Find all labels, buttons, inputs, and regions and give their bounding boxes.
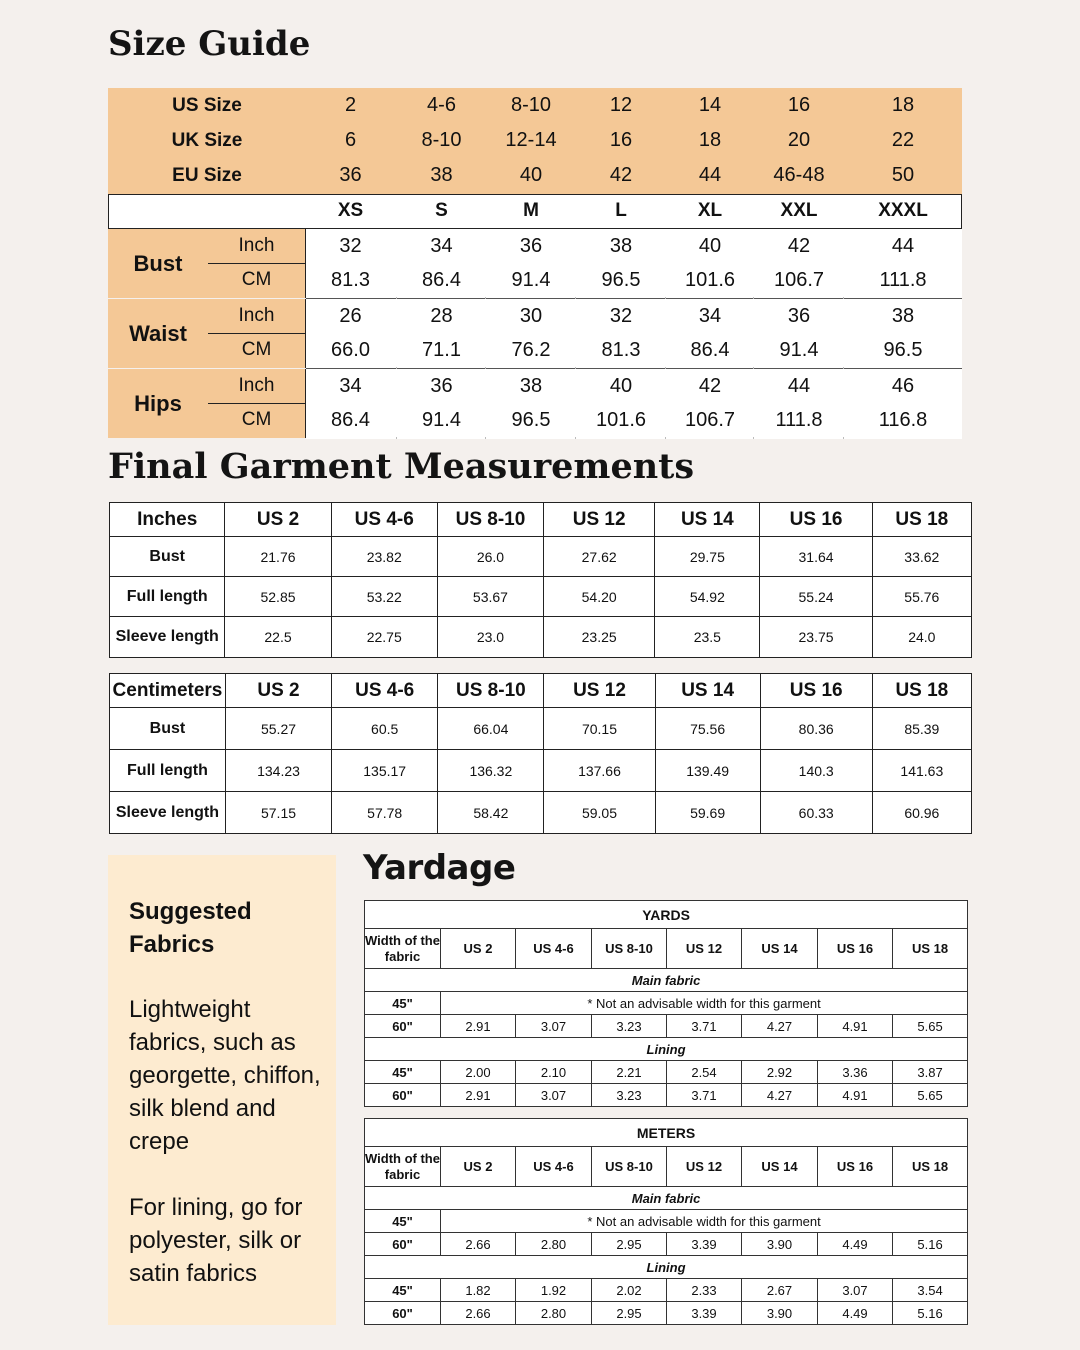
column-tick [843, 437, 844, 439]
size-value: 14 [698, 94, 722, 116]
letter-size: XS [337, 200, 364, 221]
size-header: US 18 [872, 674, 971, 708]
yardage-value: 3.87 [893, 1061, 968, 1084]
size-header: US 14 [655, 674, 760, 708]
unit-cm-label: CM [241, 339, 272, 360]
size-value: 36 [339, 164, 362, 186]
size-value: 6 [344, 129, 357, 151]
measurement-value: 23.25 [544, 617, 655, 658]
cm-value: 81.3 [331, 269, 370, 291]
measurement-value: 58.42 [438, 792, 544, 834]
yardage-meters-table [364, 1118, 968, 1325]
header-row [110, 503, 972, 537]
table-row [110, 617, 972, 658]
yardage-value: 2.95 [592, 1302, 667, 1325]
inch-value: 30 [519, 305, 543, 327]
inch-value: 40 [609, 375, 633, 397]
row-label: Bust [110, 708, 226, 750]
size-header: US 8-10 [437, 503, 543, 537]
measurement-value: 23.0 [437, 617, 543, 658]
measurement-value: 53.67 [437, 577, 543, 617]
final-garment-title: Final Garment Measurements [108, 446, 695, 487]
yardage-value: 3.54 [893, 1279, 968, 1302]
cm-value: 66.0 [331, 339, 370, 361]
value-row [365, 1015, 968, 1038]
cm-value: 71.1 [422, 339, 461, 361]
cm-value: 111.8 [775, 409, 823, 431]
final-garment-centimeters-table [109, 673, 972, 834]
size-header: US 2 [441, 1147, 516, 1187]
fabric-width: 60" [365, 1233, 441, 1256]
table-row [110, 792, 972, 834]
unit-header: Inches [110, 503, 225, 537]
yardage-value: 2.92 [742, 1061, 818, 1084]
yardage-value: 2.91 [441, 1015, 516, 1038]
measurement-value: 22.75 [331, 617, 437, 658]
section-row [365, 1256, 968, 1279]
yardage-value: 3.39 [667, 1302, 742, 1325]
width-label: Width of the fabric [365, 929, 441, 969]
size-value: 46-48 [773, 164, 825, 186]
measurement-value: 59.05 [544, 792, 655, 834]
size-header: US 18 [872, 503, 971, 537]
measurement-value: 23.5 [655, 617, 760, 658]
column-header-row [365, 929, 968, 969]
yardage-value: 3.07 [818, 1279, 893, 1302]
column-tick [665, 437, 666, 439]
yardage-value: 3.07 [516, 1015, 592, 1038]
inch-value: 38 [891, 305, 915, 327]
measurement-name: Hips [134, 391, 182, 416]
fabric-width: 45" [365, 1061, 441, 1084]
section-row [365, 969, 968, 992]
measurement-value: 54.92 [655, 577, 760, 617]
size-value: 12 [609, 94, 633, 116]
measurement-value: 54.20 [544, 577, 655, 617]
section-label: Lining [365, 1038, 968, 1061]
inch-value: 42 [787, 235, 811, 257]
section-label: Main fabric [365, 1187, 968, 1210]
yardage-value: 3.71 [667, 1015, 742, 1038]
inch-value: 36 [430, 375, 453, 397]
row-label: Sleeve length [110, 792, 226, 834]
measurement-value: 140.3 [760, 750, 872, 792]
measurement-value: 55.24 [760, 577, 872, 617]
size-header: US 16 [818, 1147, 893, 1187]
not-advisable-note: * Not an advisable width for this garment [441, 992, 968, 1015]
column-tick [485, 437, 486, 439]
size-header: US 16 [760, 674, 872, 708]
yardage-value: 3.90 [742, 1233, 818, 1256]
yardage-value: 5.16 [893, 1302, 968, 1325]
measurement-value: 137.66 [544, 750, 655, 792]
size-system-label: US Size [172, 95, 242, 116]
unit-header: Centimeters [110, 674, 226, 708]
measurement-value: 31.64 [760, 537, 872, 577]
row-label: Sleeve length [110, 617, 225, 658]
yardage-value: 3.71 [667, 1084, 742, 1107]
inch-value: 34 [430, 235, 453, 257]
size-value: 16 [609, 129, 633, 151]
cm-value: 81.3 [601, 339, 641, 361]
measurement-value: 59.69 [655, 792, 760, 834]
inch-value: 34 [339, 375, 362, 397]
unit-divider [208, 263, 305, 264]
yardage-value: 2.80 [516, 1302, 592, 1325]
letter-size: S [435, 200, 448, 221]
measurement-value: 135.17 [332, 750, 438, 792]
yardage-value: 2.66 [441, 1302, 516, 1325]
measurement-value: 22.5 [225, 617, 331, 658]
table-row [110, 537, 972, 577]
size-value: 18 [698, 129, 722, 151]
size-value: 4-6 [427, 94, 456, 116]
measurement-value: 136.32 [438, 750, 544, 792]
yardage-title: Yardage [363, 848, 516, 888]
yardage-value: 2.54 [667, 1061, 742, 1084]
inch-value: 44 [787, 375, 811, 397]
section-row [365, 1187, 968, 1210]
yardage-value: 3.23 [592, 1015, 667, 1038]
cm-value: 116.8 [878, 409, 928, 431]
final-garment-inches-table [109, 502, 972, 658]
value-row [365, 1233, 968, 1256]
value-row [365, 1061, 968, 1084]
yardage-value: 2.00 [441, 1061, 516, 1084]
caption-row [365, 1119, 968, 1147]
fabric-width: 45" [365, 1210, 441, 1233]
table-row [110, 708, 972, 750]
inch-value: 32 [339, 235, 362, 257]
measurement-value: 141.63 [872, 750, 971, 792]
letter-size: XXXL [878, 200, 928, 221]
unit-divider [208, 333, 305, 334]
size-header: US 16 [760, 503, 872, 537]
inch-value: 44 [891, 235, 915, 257]
value-row [365, 992, 968, 1015]
size-value: 8-10 [510, 94, 552, 116]
size-value: 12-14 [505, 129, 557, 151]
size-header: US 14 [742, 1147, 818, 1187]
fabric-width: 45" [365, 992, 441, 1015]
measurement-value: 55.76 [872, 577, 971, 617]
size-value: 50 [891, 164, 915, 186]
measurement-value: 23.75 [760, 617, 872, 658]
size-value: 44 [698, 164, 722, 186]
fabric-width: 45" [365, 1279, 441, 1302]
measurement-value: 85.39 [872, 708, 971, 750]
yardage-value: 2.95 [592, 1233, 667, 1256]
letter-size: XXL [780, 200, 818, 221]
yardage-value: 3.36 [818, 1061, 893, 1084]
yardage-value: 3.39 [667, 1233, 742, 1256]
cm-value: 96.5 [511, 409, 551, 431]
letter-size: XL [697, 200, 723, 221]
measurement-value: 66.04 [438, 708, 544, 750]
measurement-value: 57.78 [332, 792, 438, 834]
cm-value: 106.7 [773, 269, 825, 291]
fabrics-main-text: Lightweight fabrics, such as georgette, chiffon, silk blend and crepe [129, 996, 321, 1155]
measurement-value: 60.33 [760, 792, 872, 834]
size-value: 40 [519, 164, 543, 186]
value-row [365, 1084, 968, 1107]
measurement-value: 60.5 [332, 708, 438, 750]
inch-value: 32 [609, 305, 633, 327]
unit-inch-label: Inch [238, 305, 275, 326]
section-label: Lining [365, 1256, 968, 1279]
size-guide-table [108, 88, 962, 439]
value-row [365, 1279, 968, 1302]
inch-value: 42 [698, 375, 722, 397]
size-header: US 12 [544, 503, 655, 537]
yardage-value: 3.07 [516, 1084, 592, 1107]
column-tick [753, 437, 754, 439]
unit-inch-label: Inch [238, 375, 275, 396]
fabric-width: 60" [365, 1084, 441, 1107]
measurement-value: 80.36 [760, 708, 872, 750]
size-header: US 14 [742, 929, 818, 969]
size-value: 20 [787, 129, 811, 151]
letter-size: L [615, 200, 627, 221]
caption-row [365, 901, 968, 929]
size-header: US 12 [667, 1147, 742, 1187]
cm-value: 101.6 [595, 409, 647, 431]
unit-cm-label: CM [241, 269, 272, 290]
yardage-yards-table [364, 900, 968, 1107]
measurement-value: 53.22 [331, 577, 437, 617]
size-header: US 18 [893, 929, 968, 969]
yardage-value: 4.49 [818, 1233, 893, 1256]
fabric-width: 60" [365, 1015, 441, 1038]
inch-value: 40 [698, 235, 722, 257]
size-header: US 2 [441, 929, 516, 969]
size-value: 16 [787, 94, 811, 116]
unit-divider [208, 403, 305, 404]
yardage-value: 4.27 [742, 1084, 818, 1107]
table-row [110, 750, 972, 792]
measurement-value: 21.76 [225, 537, 331, 577]
measurement-value: 23.82 [331, 537, 437, 577]
size-header: US 4-6 [332, 674, 438, 708]
size-header: US 4-6 [331, 503, 437, 537]
measurement-name: Waist [129, 321, 187, 346]
yardage-value: 5.16 [893, 1233, 968, 1256]
measurement-value: 24.0 [872, 617, 971, 658]
yardage-value: 4.49 [818, 1302, 893, 1325]
size-value: 22 [891, 129, 915, 151]
value-row [365, 1210, 968, 1233]
size-header: US 8-10 [438, 674, 544, 708]
cm-value: 96.5 [601, 269, 641, 291]
cm-value: 96.5 [883, 339, 923, 361]
inch-value: 38 [609, 235, 633, 257]
inch-value: 34 [698, 305, 722, 327]
measurement-value: 57.15 [225, 792, 331, 834]
yardage-value: 2.02 [592, 1279, 667, 1302]
size-guide-title: Size Guide [108, 24, 311, 64]
unit-cm-label: CM [241, 409, 272, 430]
row-label: Full length [110, 577, 225, 617]
cm-value: 111.8 [879, 269, 927, 291]
unit-inch-label: Inch [238, 235, 275, 256]
letter-size: M [523, 200, 539, 221]
size-header: US 16 [818, 929, 893, 969]
size-header: US 8-10 [592, 1147, 667, 1187]
section-row [365, 1038, 968, 1061]
yardage-value: 3.90 [742, 1302, 818, 1325]
unit-caption: YARDS [365, 901, 968, 929]
cm-value: 91.4 [779, 339, 819, 361]
row-label: Bust [110, 537, 225, 577]
yardage-value: 1.82 [441, 1279, 516, 1302]
measurement-value: 29.75 [655, 537, 760, 577]
measurement-value: 27.62 [544, 537, 655, 577]
yardage-value: 4.91 [818, 1084, 893, 1107]
measurement-value: 55.27 [225, 708, 331, 750]
inch-value: 38 [519, 375, 543, 397]
size-header: US 14 [655, 503, 760, 537]
yardage-value: 3.23 [592, 1084, 667, 1107]
measurement-value: 52.85 [225, 577, 331, 617]
yardage-value: 4.27 [742, 1015, 818, 1038]
measurement-value: 70.15 [544, 708, 655, 750]
cm-value: 86.4 [690, 339, 730, 361]
cm-value: 86.4 [331, 409, 370, 431]
yardage-value: 2.33 [667, 1279, 742, 1302]
yardage-value: 2.67 [742, 1279, 818, 1302]
yardage-value: 2.91 [441, 1084, 516, 1107]
size-value: 2 [344, 94, 357, 116]
yardage-value: 2.66 [441, 1233, 516, 1256]
measurement-name: Bust [133, 251, 183, 276]
row-label: Full length [110, 750, 226, 792]
size-value: 8-10 [421, 129, 462, 151]
size-header: US 12 [544, 674, 655, 708]
size-header: US 18 [893, 1147, 968, 1187]
size-header: US 12 [667, 929, 742, 969]
not-advisable-note: * Not an advisable width for this garment [441, 1210, 968, 1233]
inch-value: 46 [891, 375, 915, 397]
yardage-value: 1.92 [516, 1279, 592, 1302]
size-header: US 4-6 [516, 1147, 592, 1187]
size-value: 18 [891, 94, 915, 116]
measurement-value: 75.56 [655, 708, 760, 750]
cm-value: 91.4 [511, 269, 551, 291]
header-row [110, 674, 972, 708]
measurement-value: 33.62 [872, 537, 971, 577]
inch-value: 36 [787, 305, 811, 327]
size-value: 38 [430, 164, 453, 186]
measurement-value: 60.96 [872, 792, 971, 834]
size-header: US 8-10 [592, 929, 667, 969]
size-value: 42 [609, 164, 633, 186]
section-label: Main fabric [365, 969, 968, 992]
suggested-fabrics-panel [108, 855, 336, 1325]
fabric-width: 60" [365, 1302, 441, 1325]
yardage-value: 5.65 [893, 1084, 968, 1107]
size-header: US 4-6 [516, 929, 592, 969]
yardage-value: 5.65 [893, 1015, 968, 1038]
size-header: US 2 [225, 674, 331, 708]
yardage-value: 2.21 [592, 1061, 667, 1084]
size-header: US 2 [225, 503, 331, 537]
cm-value: 101.6 [684, 269, 736, 291]
cm-value: 106.7 [684, 409, 736, 431]
cm-value: 86.4 [422, 269, 461, 291]
inch-value: 36 [519, 235, 543, 257]
column-tick [396, 437, 397, 439]
measurement-value: 139.49 [655, 750, 760, 792]
yardage-value: 4.91 [818, 1015, 893, 1038]
measurement-value: 26.0 [437, 537, 543, 577]
unit-caption: METERS [365, 1119, 968, 1147]
value-row [365, 1302, 968, 1325]
cm-value: 91.4 [422, 409, 461, 431]
yardage-value: 2.10 [516, 1061, 592, 1084]
inch-value: 26 [339, 305, 362, 327]
column-header-row [365, 1147, 968, 1187]
cm-value: 76.2 [511, 339, 551, 361]
size-system-label: UK Size [171, 130, 243, 151]
fabrics-lining-text: For lining, go for polyester, silk or satin fabrics [129, 1194, 303, 1287]
inch-value: 28 [430, 305, 453, 327]
yardage-value: 2.80 [516, 1233, 592, 1256]
width-label: Width of the fabric [365, 1147, 441, 1187]
table-row [110, 577, 972, 617]
measurement-value: 134.23 [225, 750, 331, 792]
size-system-label: EU Size [172, 165, 242, 186]
column-tick [575, 437, 576, 439]
suggested-fabrics-title: Suggested Fabrics [129, 898, 252, 958]
